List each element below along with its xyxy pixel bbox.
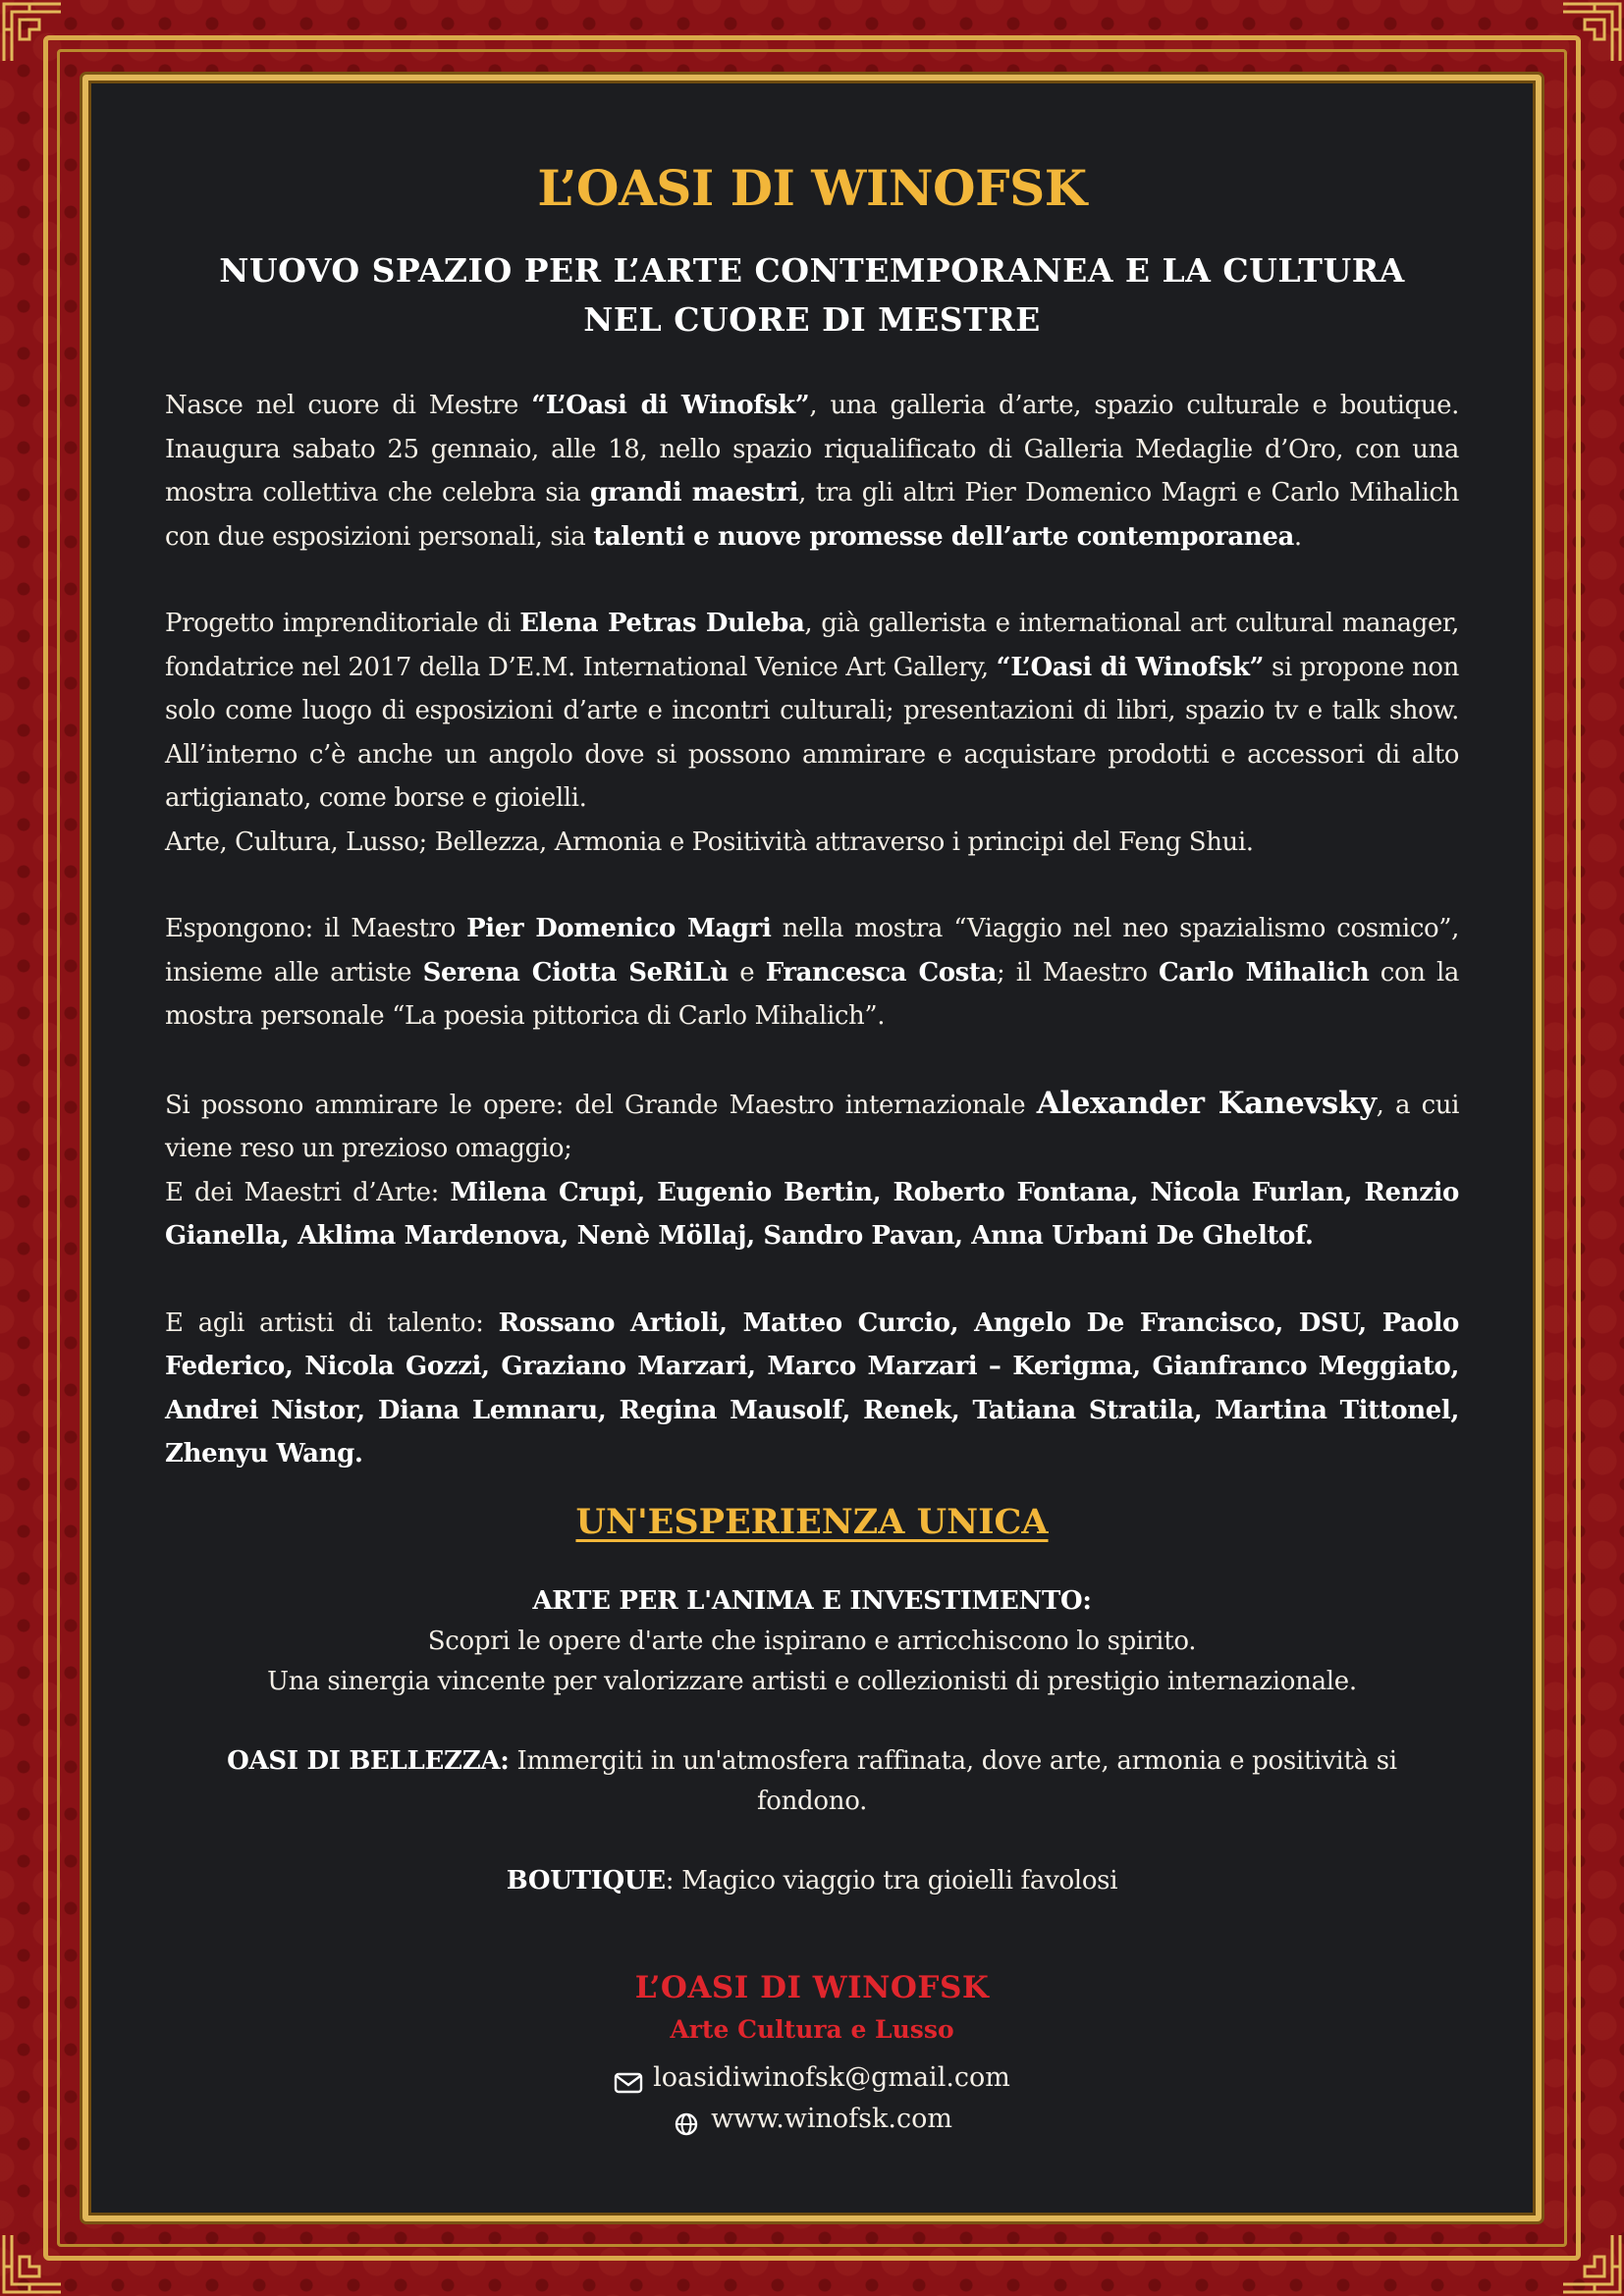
beauty-heading: OASI DI BELLEZZA:	[227, 1745, 510, 1776]
page-subtitle	[165, 246, 1459, 345]
text: , già gallerista e international art cultural manager, fondatrice nel 2017 della D’E.M. International Venice Art Gallery,	[165, 609, 1459, 682]
corner-ornament-icon	[0, 0, 65, 65]
website-row[interactable]	[165, 2099, 1459, 2140]
mail-icon	[614, 2066, 643, 2090]
artist-name: Pier Domenico Magri	[466, 914, 772, 943]
boutique-text: : Magico viaggio tra gioielli favolosi	[665, 1865, 1118, 1896]
project-paragraph	[165, 602, 1459, 864]
boutique-heading: BOUTIQUE	[506, 1865, 666, 1896]
text: Progetto imprenditoriale di	[165, 609, 520, 638]
text: nella mostra “Viaggio nel neo spazialismo cosmico”, insieme alle artiste	[165, 914, 1460, 988]
art-block	[165, 1581, 1459, 1702]
intro-paragraph	[165, 384, 1459, 559]
footer-tagline: Arte Cultura e Lusso	[670, 2014, 954, 2044]
masters-paragraph	[165, 1082, 1459, 1258]
artist-name: Carlo Mihalich	[1159, 957, 1370, 988]
talents-list: Rossano Artioli, Matteo Curcio, Angelo De Francisco, DSU, Paolo Federico, Nicola Gozzi, Graziano Marzari, Marco Marzari – Kerigma, Gianfranco Meggiato, Andrei Nistor, Diana Lemnaru, Regina Mausolf, Renek, Tatiana Stratila, Martina Tittonel, Zhenyu Wang.	[165, 1308, 1459, 1468]
subtitle-line: NUOVO SPAZIO PER L’ARTE CONTEMPORANEA E LA CULTURA	[219, 251, 1405, 290]
grand-master-name: Alexander Kanevsky	[1036, 1085, 1377, 1121]
masters-line	[165, 1171, 1459, 1258]
artist-name: Serena Ciotta SeRiLù	[422, 957, 729, 988]
corner-ornament-icon	[1559, 2231, 1624, 2296]
text: , tra gli altri Pier Domenico Magri e Carlo Mihalich con due esposizioni personali, sia	[165, 478, 1459, 552]
art-heading: ARTE PER L'ANIMA E INVESTIMENTO:	[532, 1585, 1092, 1616]
flyer-content	[165, 147, 1459, 2140]
art-line: Scopri le opere d'arte che ispirano e arricchiscono lo spirito.	[427, 1626, 1197, 1656]
text: Nasce nel cuore di Mestre	[165, 391, 532, 420]
text: Arte, Cultura, Lusso; Bellezza, Armonia e Positività attraverso i principi del Feng Shui.	[165, 827, 1254, 857]
gallery-name: “L’Oasi di Winofsk”	[996, 652, 1265, 682]
exhibitors-paragraph	[165, 907, 1459, 1039]
footer-brand-name: L’OASI DI WINOFSK	[634, 1969, 990, 2005]
text: Si possono ammirare le opere: del Grande Maestro internazionale	[165, 1090, 1037, 1120]
text: E agli artisti di talento:	[165, 1308, 499, 1338]
section-title: UN'ESPERIENZA UNICA	[575, 1501, 1049, 1542]
website-link[interactable]: www.winofsk.com	[711, 2103, 952, 2134]
page-title: L’OASI DI WINOFSK	[537, 159, 1087, 217]
beauty-block	[165, 1741, 1459, 1822]
text: Espongono: il Maestro	[165, 914, 467, 943]
email-row[interactable]	[165, 2057, 1459, 2099]
text: , una galleria d’arte, spazio culturale e boutique. Inaugura sabato 25 gennaio, alle 18, nello spazio riqualificato di Galleria Medaglie d’Oro, con una mostra collettiva che celebra sia	[165, 391, 1459, 507]
text: ; il Maestro	[996, 957, 1160, 988]
masters-list: Milena Crupi, Eugenio Bertin, Roberto Fontana, Nicola Furlan, Renzio Gianella, Aklima Mardenova, Nenè Möllaj, Sandro Pavan, Anna Urbani De Gheltof.	[165, 1177, 1459, 1251]
text: .	[1293, 521, 1302, 552]
text: con la mostra personale “La poesia pittorica di Carlo Mihalich”.	[165, 957, 1459, 1031]
founder-name: Elena Petras Duleba	[519, 609, 805, 638]
text: , a cui viene reso un prezioso omaggio;	[165, 1090, 1459, 1163]
art-line: Una sinergia vincente per valorizzare artisti e collezionisti di prestigio internazionale.	[267, 1666, 1357, 1696]
text: e	[728, 957, 766, 988]
globe-icon	[672, 2108, 701, 2131]
boutique-block	[165, 1861, 1459, 1901]
talents-paragraph	[165, 1302, 1459, 1476]
subtitle-line: NEL CUORE DI MESTRE	[583, 300, 1041, 339]
beauty-text: Immergiti in un'atmosfera raffinata, dove arte, armonia e positività si fondono.	[509, 1745, 1397, 1816]
email-link[interactable]: loasidiwinofsk@gmail.com	[653, 2061, 1010, 2093]
corner-ornament-icon	[1559, 0, 1624, 65]
artist-name: Francesca Costa	[765, 957, 997, 988]
contact-block	[165, 2057, 1459, 2140]
highlight: grandi maestri	[589, 478, 799, 507]
corner-ornament-icon	[0, 2231, 65, 2296]
text: E dei Maestri d’Arte:	[165, 1177, 451, 1207]
text: si propone non solo come luogo di esposizioni d’arte e incontri culturali; presentazioni di libri, spazio tv e talk show. All’interno c’è anche un angolo dove si possono ammirare e acquistare prodotti e accessori di alto artigianato, come borse e gioielli.	[165, 652, 1459, 813]
highlight: talenti e nuove promesse dell’arte contemporanea	[593, 521, 1294, 552]
gallery-name: “L’Oasi di Winofsk”	[531, 391, 810, 420]
